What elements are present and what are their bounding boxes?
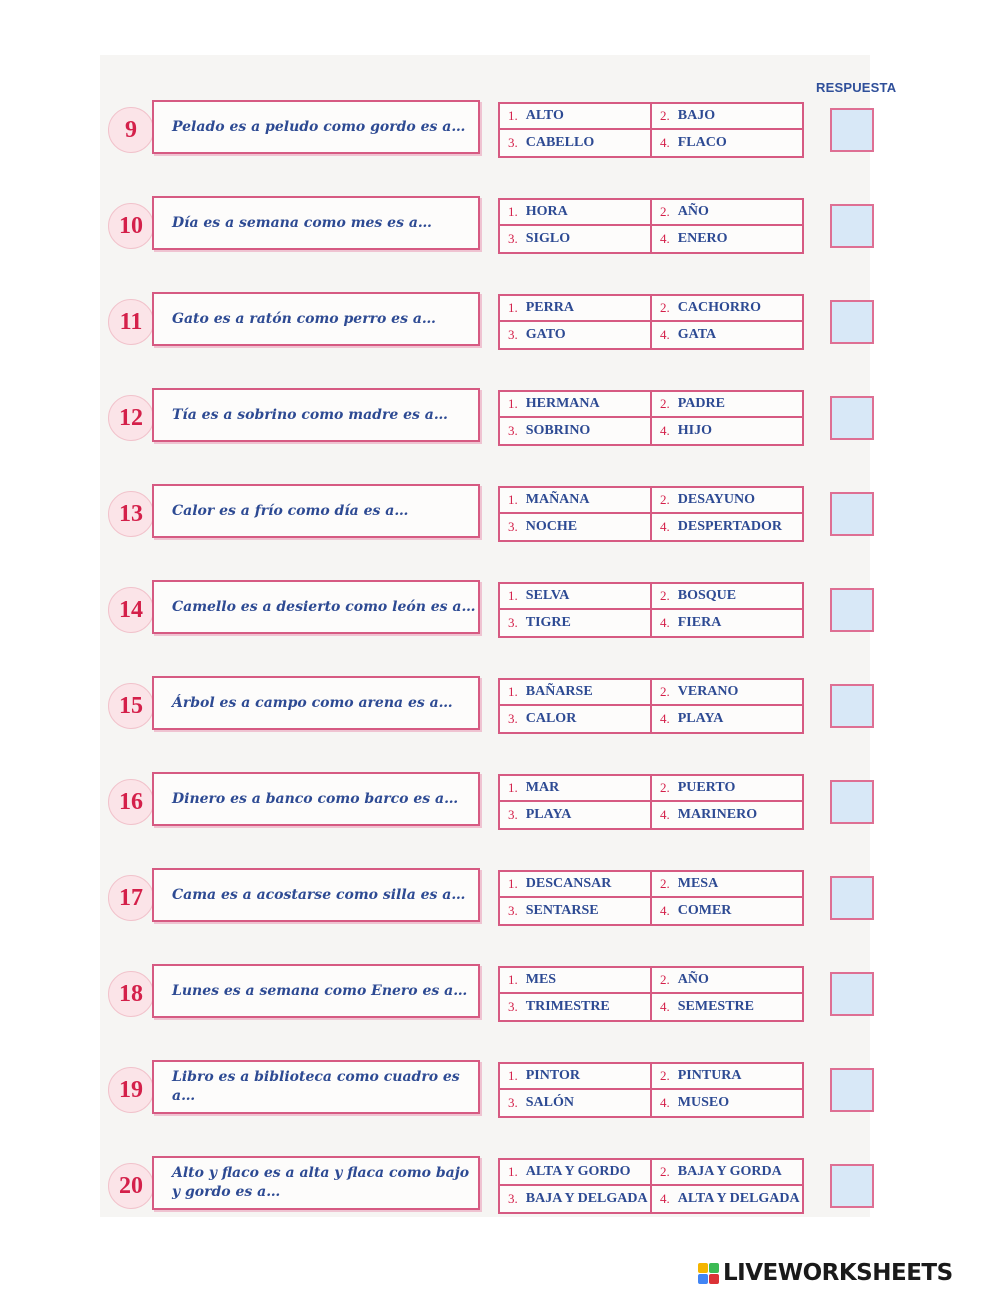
question-number: 11 bbox=[108, 299, 154, 345]
option-4 bbox=[652, 994, 802, 1020]
options-grid bbox=[498, 198, 804, 254]
option-1 bbox=[500, 392, 652, 418]
option-1 bbox=[500, 872, 652, 898]
option-number: 1. bbox=[508, 1068, 518, 1083]
option-label: SIGLO bbox=[525, 231, 571, 246]
question-text: Calor es a frío como día es a… bbox=[152, 484, 480, 538]
option-1 bbox=[500, 488, 652, 514]
question-number: 16 bbox=[108, 779, 154, 825]
option-1 bbox=[500, 296, 652, 322]
option-number: 1. bbox=[508, 876, 518, 891]
question-number: 14 bbox=[108, 587, 154, 633]
option-number: 4. bbox=[660, 1095, 670, 1110]
options-grid bbox=[498, 486, 804, 542]
option-4 bbox=[652, 898, 802, 924]
option-label: SOBRINO bbox=[525, 423, 591, 438]
question-text: Libro es a biblioteca como cuadro es a… bbox=[152, 1060, 480, 1114]
question-number: 12 bbox=[108, 395, 154, 441]
question-row bbox=[0, 100, 1000, 160]
logo-icon bbox=[698, 1263, 719, 1284]
logo-square bbox=[698, 1274, 708, 1284]
option-label: AÑO bbox=[677, 204, 709, 219]
option-label: MES bbox=[525, 972, 557, 987]
option-label: BAÑARSE bbox=[525, 684, 593, 699]
brand-name: LIVEWORKSHEETS bbox=[723, 1260, 953, 1286]
options-grid bbox=[498, 966, 804, 1022]
option-label: BAJO bbox=[677, 108, 716, 123]
option-label: PADRE bbox=[677, 396, 725, 411]
option-label: MAÑANA bbox=[525, 492, 590, 507]
option-2 bbox=[652, 584, 802, 610]
option-4 bbox=[652, 418, 802, 444]
option-number: 1. bbox=[508, 300, 518, 315]
answer-box[interactable] bbox=[830, 300, 874, 344]
options-grid bbox=[498, 102, 804, 158]
question-text: Alto y flaco es a alta y flaca como bajo y gordo es a… bbox=[152, 1156, 480, 1210]
option-1 bbox=[500, 584, 652, 610]
answer-box[interactable] bbox=[830, 684, 874, 728]
options-grid bbox=[498, 1062, 804, 1118]
option-label: BAJA Y DELGADA bbox=[525, 1191, 648, 1206]
option-4 bbox=[652, 802, 802, 828]
answer-box[interactable] bbox=[830, 204, 874, 248]
option-label: CACHORRO bbox=[677, 300, 761, 315]
option-label: MUSEO bbox=[677, 1095, 730, 1110]
option-4 bbox=[652, 1090, 802, 1116]
option-4 bbox=[652, 514, 802, 540]
option-number: 2. bbox=[660, 396, 670, 411]
option-2 bbox=[652, 1160, 802, 1186]
option-label: COMER bbox=[677, 903, 732, 918]
liveworksheets-logo bbox=[698, 1261, 953, 1285]
option-number: 3. bbox=[508, 135, 518, 150]
answer-box[interactable] bbox=[830, 876, 874, 920]
option-label: PINTURA bbox=[677, 1068, 742, 1083]
option-label: PINTOR bbox=[525, 1068, 580, 1083]
question-number: 19 bbox=[108, 1067, 154, 1113]
option-3 bbox=[500, 514, 652, 540]
option-number: 2. bbox=[660, 204, 670, 219]
option-label: FIERA bbox=[677, 615, 722, 630]
option-number: 1. bbox=[508, 780, 518, 795]
option-2 bbox=[652, 968, 802, 994]
question-row bbox=[0, 388, 1000, 448]
option-label: CALOR bbox=[525, 711, 577, 726]
answer-box[interactable] bbox=[830, 1164, 874, 1208]
option-number: 1. bbox=[508, 1164, 518, 1179]
option-2 bbox=[652, 680, 802, 706]
option-label: DESPERTADOR bbox=[677, 519, 783, 534]
option-label: HORA bbox=[525, 204, 568, 219]
option-1 bbox=[500, 104, 652, 130]
option-label: CABELLO bbox=[525, 135, 595, 150]
option-2 bbox=[652, 488, 802, 514]
question-row bbox=[0, 676, 1000, 736]
option-label: AÑO bbox=[677, 972, 709, 987]
question-text: Pelado es a peludo como gordo es a… bbox=[152, 100, 480, 154]
option-label: GATA bbox=[677, 327, 717, 342]
option-label: TRIMESTRE bbox=[525, 999, 610, 1014]
question-row bbox=[0, 292, 1000, 352]
option-4 bbox=[652, 1186, 802, 1212]
question-row bbox=[0, 772, 1000, 832]
option-3 bbox=[500, 898, 652, 924]
options-grid bbox=[498, 390, 804, 446]
option-number: 3. bbox=[508, 1191, 518, 1206]
option-4 bbox=[652, 706, 802, 732]
answer-box[interactable] bbox=[830, 588, 874, 632]
answer-box[interactable] bbox=[830, 1068, 874, 1112]
option-number: 3. bbox=[508, 615, 518, 630]
option-number: 3. bbox=[508, 711, 518, 726]
question-text: Dinero es a banco como barco es a… bbox=[152, 772, 480, 826]
option-number: 2. bbox=[660, 1068, 670, 1083]
logo-square bbox=[709, 1263, 719, 1273]
option-label: MESA bbox=[677, 876, 719, 891]
option-2 bbox=[652, 200, 802, 226]
option-label: HIJO bbox=[677, 423, 712, 438]
option-1 bbox=[500, 200, 652, 226]
option-number: 4. bbox=[660, 1191, 670, 1206]
option-2 bbox=[652, 296, 802, 322]
option-3 bbox=[500, 1090, 652, 1116]
option-number: 2. bbox=[660, 300, 670, 315]
question-number: 10 bbox=[108, 203, 154, 249]
option-number: 4. bbox=[660, 999, 670, 1014]
question-text: Tía es a sobrino como madre es a… bbox=[152, 388, 480, 442]
question-row bbox=[0, 484, 1000, 544]
option-2 bbox=[652, 1064, 802, 1090]
option-label: MAR bbox=[525, 780, 560, 795]
answer-box[interactable] bbox=[830, 108, 874, 152]
option-number: 4. bbox=[660, 135, 670, 150]
option-4 bbox=[652, 322, 802, 348]
option-label: DESAYUNO bbox=[677, 492, 756, 507]
option-2 bbox=[652, 872, 802, 898]
option-number: 2. bbox=[660, 684, 670, 699]
question-text: Árbol es a campo como arena es a… bbox=[152, 676, 480, 730]
option-number: 3. bbox=[508, 327, 518, 342]
question-text: Día es a semana como mes es a… bbox=[152, 196, 480, 250]
question-row bbox=[0, 868, 1000, 928]
options-grid bbox=[498, 582, 804, 638]
option-3 bbox=[500, 610, 652, 636]
option-number: 3. bbox=[508, 231, 518, 246]
option-number: 2. bbox=[660, 876, 670, 891]
answer-box[interactable] bbox=[830, 780, 874, 824]
option-number: 3. bbox=[508, 807, 518, 822]
question-number: 15 bbox=[108, 683, 154, 729]
option-number: 4. bbox=[660, 903, 670, 918]
question-text: Camello es a desierto como león es a… bbox=[152, 580, 480, 634]
option-number: 4. bbox=[660, 807, 670, 822]
option-label: ENERO bbox=[677, 231, 728, 246]
question-text: Lunes es a semana como Enero es a… bbox=[152, 964, 480, 1018]
option-label: SEMESTRE bbox=[677, 999, 754, 1014]
option-label: ALTA Y DELGADA bbox=[677, 1191, 800, 1206]
option-label: HERMANA bbox=[525, 396, 600, 411]
option-3 bbox=[500, 1186, 652, 1212]
option-label: MARINERO bbox=[677, 807, 758, 822]
question-text: Cama es a acostarse como silla es a… bbox=[152, 868, 480, 922]
answer-box[interactable] bbox=[830, 492, 874, 536]
option-1 bbox=[500, 680, 652, 706]
question-row bbox=[0, 964, 1000, 1024]
option-3 bbox=[500, 994, 652, 1020]
question-number: 9 bbox=[108, 107, 154, 153]
option-2 bbox=[652, 392, 802, 418]
question-row bbox=[0, 1156, 1000, 1216]
option-number: 3. bbox=[508, 999, 518, 1014]
option-number: 3. bbox=[508, 903, 518, 918]
question-row bbox=[0, 196, 1000, 256]
option-number: 1. bbox=[508, 396, 518, 411]
option-label: ALTO bbox=[525, 108, 564, 123]
option-4 bbox=[652, 130, 802, 156]
option-number: 3. bbox=[508, 1095, 518, 1110]
options-grid bbox=[498, 870, 804, 926]
option-number: 1. bbox=[508, 204, 518, 219]
option-label: NOCHE bbox=[525, 519, 578, 534]
answer-box[interactable] bbox=[830, 396, 874, 440]
option-1 bbox=[500, 968, 652, 994]
option-label: PLAYA bbox=[677, 711, 724, 726]
options-grid bbox=[498, 1158, 804, 1214]
option-2 bbox=[652, 776, 802, 802]
option-4 bbox=[652, 226, 802, 252]
option-3 bbox=[500, 226, 652, 252]
option-number: 2. bbox=[660, 972, 670, 987]
option-label: ALTA Y GORDO bbox=[525, 1164, 631, 1179]
option-number: 4. bbox=[660, 327, 670, 342]
option-3 bbox=[500, 322, 652, 348]
option-label: SALÓN bbox=[525, 1095, 574, 1110]
option-number: 2. bbox=[660, 492, 670, 507]
question-row bbox=[0, 580, 1000, 640]
option-2 bbox=[652, 104, 802, 130]
option-label: FLACO bbox=[677, 135, 727, 150]
option-1 bbox=[500, 1160, 652, 1186]
option-label: BOSQUE bbox=[677, 588, 737, 603]
option-number: 1. bbox=[508, 108, 518, 123]
question-number: 17 bbox=[108, 875, 154, 921]
logo-square bbox=[698, 1263, 708, 1273]
option-3 bbox=[500, 706, 652, 732]
respuesta-header: RESPUESTA bbox=[816, 80, 897, 95]
option-number: 3. bbox=[508, 519, 518, 534]
option-label: BAJA Y GORDA bbox=[677, 1164, 782, 1179]
options-grid bbox=[498, 774, 804, 830]
option-label: PUERTO bbox=[677, 780, 736, 795]
option-number: 1. bbox=[508, 588, 518, 603]
option-number: 4. bbox=[660, 615, 670, 630]
question-number: 13 bbox=[108, 491, 154, 537]
option-number: 4. bbox=[660, 519, 670, 534]
logo-square bbox=[709, 1274, 719, 1284]
option-label: PLAYA bbox=[525, 807, 572, 822]
option-3 bbox=[500, 418, 652, 444]
option-number: 2. bbox=[660, 780, 670, 795]
option-number: 1. bbox=[508, 972, 518, 987]
option-number: 1. bbox=[508, 492, 518, 507]
options-grid bbox=[498, 678, 804, 734]
option-number: 1. bbox=[508, 684, 518, 699]
option-label: SELVA bbox=[525, 588, 570, 603]
option-3 bbox=[500, 802, 652, 828]
option-1 bbox=[500, 776, 652, 802]
question-number: 20 bbox=[108, 1163, 154, 1209]
answer-box[interactable] bbox=[830, 972, 874, 1016]
option-number: 4. bbox=[660, 423, 670, 438]
option-number: 4. bbox=[660, 711, 670, 726]
option-label: SENTARSE bbox=[525, 903, 599, 918]
option-label: VERANO bbox=[677, 684, 739, 699]
question-row bbox=[0, 1060, 1000, 1120]
option-label: DESCANSAR bbox=[525, 876, 612, 891]
option-number: 3. bbox=[508, 423, 518, 438]
option-3 bbox=[500, 130, 652, 156]
option-label: GATO bbox=[525, 327, 566, 342]
option-4 bbox=[652, 610, 802, 636]
option-number: 2. bbox=[660, 108, 670, 123]
option-number: 2. bbox=[660, 1164, 670, 1179]
options-grid bbox=[498, 294, 804, 350]
option-1 bbox=[500, 1064, 652, 1090]
question-number: 18 bbox=[108, 971, 154, 1017]
option-label: PERRA bbox=[525, 300, 574, 315]
option-number: 2. bbox=[660, 588, 670, 603]
option-number: 4. bbox=[660, 231, 670, 246]
question-text: Gato es a ratón como perro es a… bbox=[152, 292, 480, 346]
option-label: TIGRE bbox=[525, 615, 571, 630]
